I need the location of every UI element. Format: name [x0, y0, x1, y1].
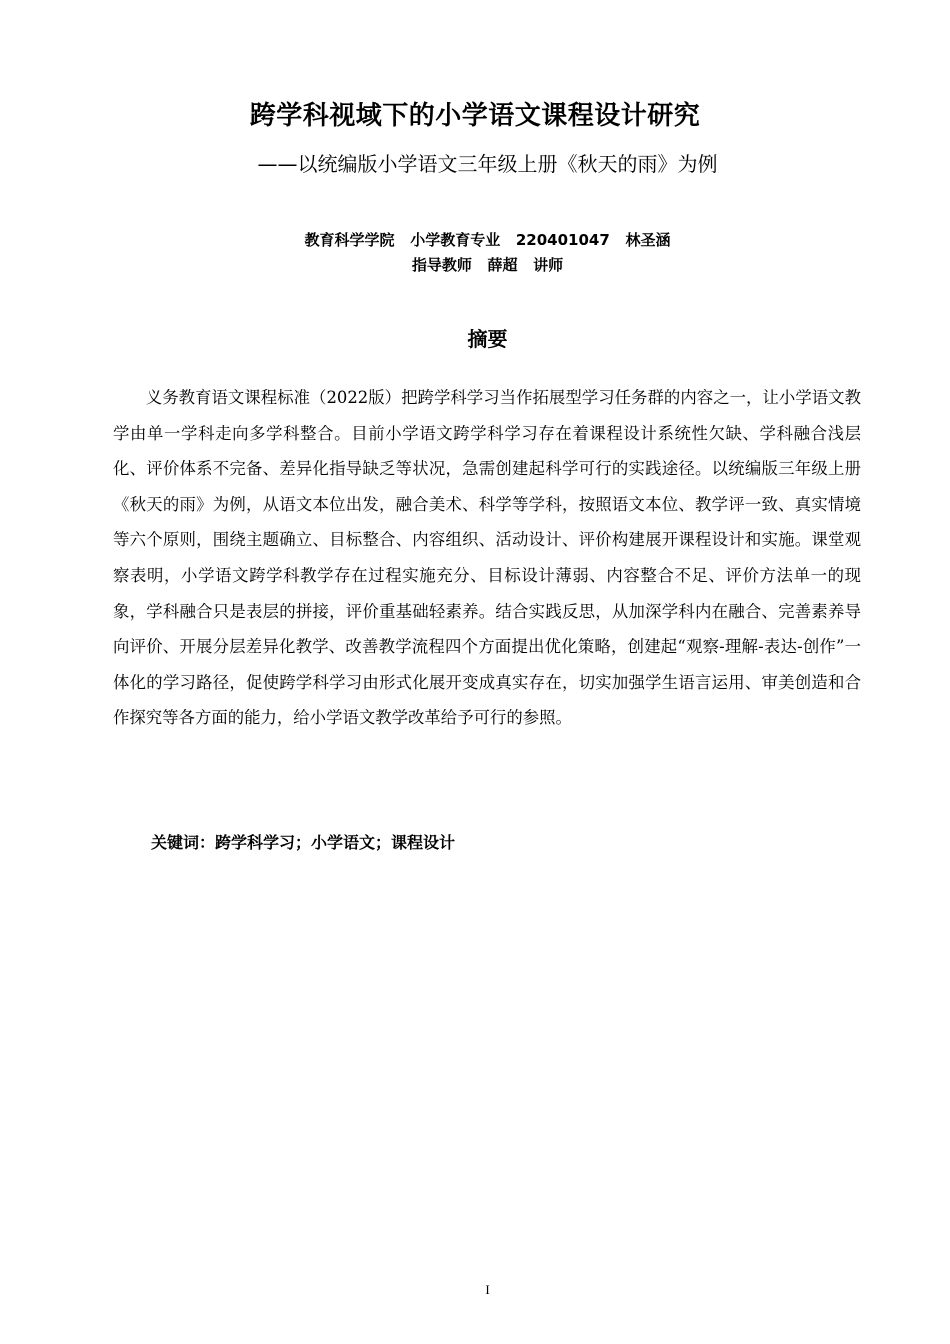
paper-title: 跨学科视域下的小学语文课程设计研究	[249, 101, 701, 131]
abstract-heading: 摘要	[467, 327, 508, 351]
keywords: 关键词：跨学科学习；小学语文；课程设计	[151, 833, 456, 852]
advisor-info: 指导教师 薛超 讲师	[411, 256, 564, 274]
abstract-body: 义务教育语文课程标准（2022版）把跨学科学习当作拓展型学习任务群的内容之一，让小学语文教学由单一学科走向多学科整合。目前小学语文跨学科学习存在着课程设计系统性欠缺、学科融合浅层化、评价体系不完备、差异化指导缺乏等状况，急需创建起科学可行的实践途径。以统编版三年级上册《秋天的雨》为例，从语文本位出发，融合美术、科学等学科，按照语文本位、教学评一致、真实情境等六个原则，围绕主题确立、目标整合、内容组织、活动设计、评价构建展开课程设计和实施。课堂观察表明，小学语文跨学科教学存在过程实施充分、目标设计薄弱、内容整合不足、评价方法单一的现象，学科融合只是表层的拼接，评价重基础轻素养。结合实践反思，从加深学科内在融合、完善素养导向评价、开展分层差异化教学、改善教学流程四个方面提出优化策略，创建起“观察-理解-表达-创作”一体化的学习路径，促使跨学科学习由形式化展开变成真实存在，切实加强学生语言运用、审美创造和合作探究等各方面的能力，给小学语文教学改革给予可行的参照。	[113, 388, 861, 728]
author-info: 教育科学学院 小学教育专业 220401047 林圣涵	[304, 231, 671, 249]
paper-subtitle: ——以统编版小学语文三年级上册《秋天的雨》为例	[257, 152, 718, 176]
page-number: I	[485, 1282, 490, 1297]
